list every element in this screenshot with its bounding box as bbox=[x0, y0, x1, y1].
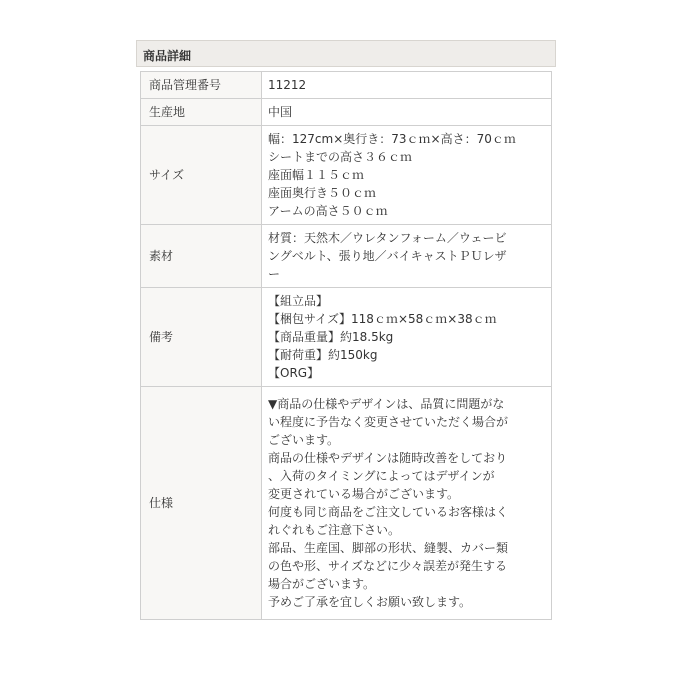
value-line: 【組立品】 bbox=[268, 294, 329, 308]
product-spec-table bbox=[140, 71, 552, 620]
value-line: 場合がございます。 bbox=[268, 577, 376, 591]
value-line: 予めご了承を宜しくお願い致します。 bbox=[268, 595, 472, 609]
value-line: アームの高さ５０ｃｍ bbox=[268, 204, 388, 218]
value-line: 【商品重量】約18.5kg bbox=[268, 330, 394, 344]
table-row-notes bbox=[141, 288, 552, 387]
row-value bbox=[262, 387, 552, 620]
table-row-product-number bbox=[141, 72, 552, 99]
value-line: い程度に予告なく変更させていただく場合が bbox=[268, 415, 509, 429]
table-row-origin bbox=[141, 99, 552, 126]
value-line: 【ORG】 bbox=[268, 366, 320, 380]
value-line: ー bbox=[268, 267, 281, 281]
value-line: 何度も同じ商品をご注文しているお客様はく bbox=[268, 505, 509, 519]
row-value bbox=[262, 126, 552, 225]
row-value bbox=[262, 288, 552, 387]
value-line: 商品の仕様やデザインは随時改善をしており bbox=[268, 451, 508, 465]
value-line: 部品、生産国、脚部の形状、縫製、カバー類 bbox=[268, 541, 509, 555]
value-line: 座面幅１１５ｃｍ bbox=[268, 168, 365, 182]
table-row-size bbox=[141, 126, 552, 225]
value-line: 座面奥行き５０ｃｍ bbox=[268, 186, 377, 200]
value-line: シートまでの高さ３６ｃｍ bbox=[268, 150, 413, 164]
row-label: 生産地 bbox=[141, 99, 262, 126]
row-label: 仕様 bbox=[141, 387, 262, 620]
value-line: 変更されている場合がございます。 bbox=[268, 487, 460, 501]
value-line: 【耐荷重】約150kg bbox=[268, 348, 378, 362]
row-value bbox=[262, 99, 552, 126]
value-line: 11212 bbox=[268, 78, 307, 92]
row-label: 素材 bbox=[141, 225, 262, 288]
row-value bbox=[262, 72, 552, 99]
product-details-section bbox=[136, 40, 556, 67]
value-line: 【梱包サイズ】118ｃｍ×58ｃｍ×38ｃｍ bbox=[268, 312, 497, 326]
row-value bbox=[262, 225, 552, 288]
row-label: サイズ bbox=[141, 126, 262, 225]
value-line: れぐれもご注意下さい。 bbox=[268, 523, 401, 537]
value-line: 幅：127cm×奥行き：73ｃｍ×高さ：70ｃｍ bbox=[268, 132, 516, 146]
value-line: 、入荷のタイミングによってはデザインが bbox=[268, 469, 495, 483]
value-line: ございます。 bbox=[268, 433, 340, 447]
section-title: 商品詳細 bbox=[136, 40, 556, 67]
row-label: 備考 bbox=[141, 288, 262, 387]
value-line: ングベルト、張り地／バイキャストＰＵレザ bbox=[268, 249, 507, 263]
table-row-specifications bbox=[141, 387, 552, 620]
row-label: 商品管理番号 bbox=[141, 72, 262, 99]
value-line: の色や形、サイズなどに少々誤差が発生する bbox=[268, 559, 508, 573]
table-row-material bbox=[141, 225, 552, 288]
value-line: ▼商品の仕様やデザインは、品質に問題がな bbox=[268, 397, 505, 411]
value-line: 中国 bbox=[268, 105, 293, 119]
value-line: 材質：天然木／ウレタンフォーム／ウェービ bbox=[268, 231, 507, 245]
